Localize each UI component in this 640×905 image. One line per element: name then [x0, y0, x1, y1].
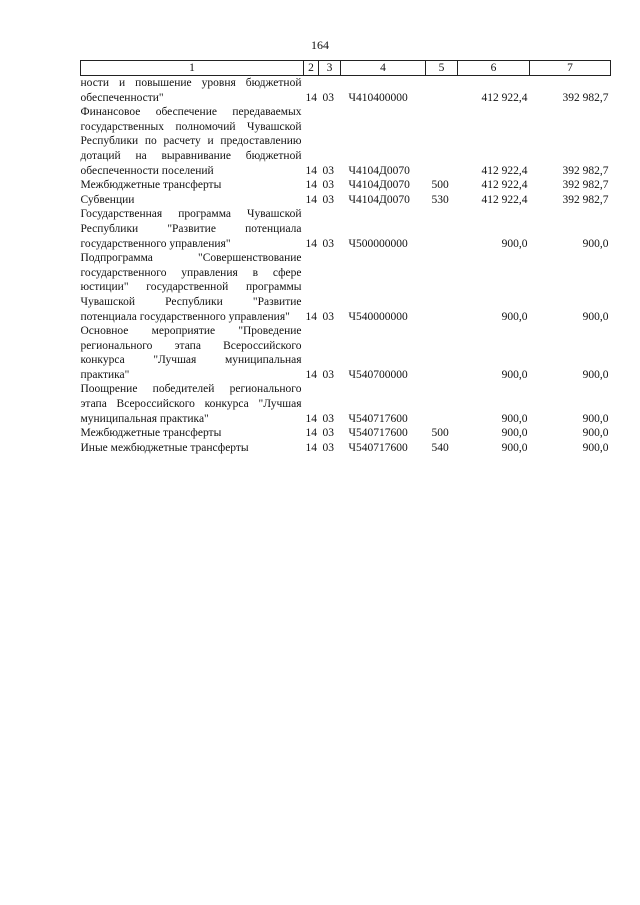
- row-value-col7: 392 982,7: [562, 179, 609, 192]
- row-target-code: Ч540700000: [348, 368, 408, 381]
- table-row: [81, 382, 611, 426]
- column-header-6: 6: [458, 61, 530, 76]
- header-row: [81, 61, 611, 76]
- table-row: [81, 426, 611, 441]
- column-header-2: 2: [304, 61, 319, 76]
- row-subsection: 03: [322, 441, 334, 454]
- row-section: 14: [305, 193, 317, 206]
- row-section: 14: [305, 164, 317, 177]
- row-value-col6: 412 922,4: [481, 91, 528, 104]
- row-section: 14: [305, 427, 317, 440]
- row-value-col6: 412 922,4: [481, 164, 528, 177]
- row-value-col6: 900,0: [501, 310, 528, 323]
- row-value-col7: 900,0: [582, 412, 609, 425]
- row-name: ности и повышение уровня бюджетной обеспеченности": [80, 77, 302, 104]
- column-header-1: 1: [81, 61, 304, 76]
- column-header-5: 5: [426, 61, 458, 76]
- table-row: [81, 441, 611, 456]
- row-value-col7: 900,0: [582, 441, 609, 454]
- row-value-col6: 900,0: [501, 412, 528, 425]
- table-body: [81, 76, 611, 456]
- row-target-code: Ч540717600: [348, 427, 408, 440]
- table-row: [81, 324, 611, 382]
- row-value-col7: 900,0: [582, 427, 609, 440]
- row-expense-type: 500: [431, 427, 449, 440]
- row-section: 14: [305, 441, 317, 454]
- row-subsection: 03: [322, 193, 334, 206]
- column-header-3: 3: [319, 61, 341, 76]
- row-target-code: Ч4104Д0070: [348, 193, 410, 206]
- row-name: Финансовое обеспечение передаваемых государственных полномочий Чувашской Республики по расчету и предоставлению дотаций на выравнивание бюджетной обеспеченности поселений: [80, 106, 302, 177]
- row-value-col6: 900,0: [501, 427, 528, 440]
- table-row: [81, 193, 611, 208]
- row-value-col6: 900,0: [501, 441, 528, 454]
- row-name: Государственная программа Чувашской Республики "Развитие потенциала государственного управления": [80, 208, 302, 250]
- row-subsection: 03: [322, 91, 334, 104]
- row-value-col7: 392 982,7: [562, 164, 609, 177]
- row-expense-type: [426, 251, 458, 324]
- row-name: Основное мероприятие "Проведение регионального этапа Всероссийского конкурса "Лучшая муниципальная практика": [80, 325, 302, 381]
- row-target-code: Ч540717600: [348, 441, 408, 454]
- row-subsection: 03: [322, 179, 334, 192]
- row-value-col7: 900,0: [582, 310, 609, 323]
- row-value-col7: 900,0: [582, 368, 609, 381]
- row-expense-type: 530: [431, 193, 449, 206]
- row-expense-type: [426, 105, 458, 178]
- row-target-code: Ч410400000: [348, 91, 408, 104]
- row-subsection: 03: [322, 310, 334, 323]
- row-value-col6: 900,0: [501, 368, 528, 381]
- row-section: 14: [305, 368, 317, 381]
- row-name: Подпрограмма "Совершенствование государственного управления в сфере юстиции" государственной программы Чувашской Республики "Развитие потенциала государственного управления": [80, 252, 302, 323]
- row-target-code: Ч4104Д0070: [348, 179, 410, 192]
- row-target-code: Ч4104Д0070: [348, 164, 410, 177]
- row-subsection: 03: [322, 164, 334, 177]
- table-row: [81, 76, 611, 106]
- row-value-col6: 412 922,4: [481, 179, 528, 192]
- row-target-code: Ч540717600: [348, 412, 408, 425]
- row-expense-type: 540: [431, 441, 449, 454]
- table-row: [81, 251, 611, 324]
- row-expense-type: [426, 324, 458, 382]
- row-name: Межбюджетные трансферты: [80, 179, 222, 192]
- row-value-col6: 412 922,4: [481, 193, 528, 206]
- row-name: Субвенции: [80, 193, 135, 206]
- row-expense-type: [426, 76, 458, 106]
- row-section: 14: [305, 91, 317, 104]
- row-value-col7: 392 982,7: [562, 193, 609, 206]
- row-expense-type: 500: [431, 179, 449, 192]
- row-name: Межбюджетные трансферты: [80, 427, 222, 440]
- column-header-4: 4: [341, 61, 426, 76]
- budget-table: [80, 60, 611, 455]
- row-section: 14: [305, 179, 317, 192]
- row-target-code: Ч500000000: [348, 237, 408, 250]
- row-name: Поощрение победителей регионального этапа Всероссийского конкурса "Лучшая муниципальная практика": [80, 383, 302, 425]
- table-row: [81, 105, 611, 178]
- row-subsection: 03: [322, 368, 334, 381]
- page-number: 164: [311, 38, 329, 52]
- table-row: [81, 178, 611, 193]
- row-expense-type: [426, 207, 458, 251]
- row-name: Иные межбюджетные трансферты: [80, 441, 249, 454]
- row-section: 14: [305, 412, 317, 425]
- row-section: 14: [305, 310, 317, 323]
- row-value-col6: 900,0: [501, 237, 528, 250]
- table-header: [81, 61, 611, 76]
- row-subsection: 03: [322, 237, 334, 250]
- row-target-code: Ч540000000: [348, 310, 408, 323]
- row-section: 14: [305, 237, 317, 250]
- table-row: [81, 207, 611, 251]
- column-header-7: 7: [530, 61, 611, 76]
- row-subsection: 03: [322, 427, 334, 440]
- row-value-col7: 900,0: [582, 237, 609, 250]
- row-subsection: 03: [322, 412, 334, 425]
- row-value-col7: 392 982,7: [562, 91, 609, 104]
- row-expense-type: [426, 382, 458, 426]
